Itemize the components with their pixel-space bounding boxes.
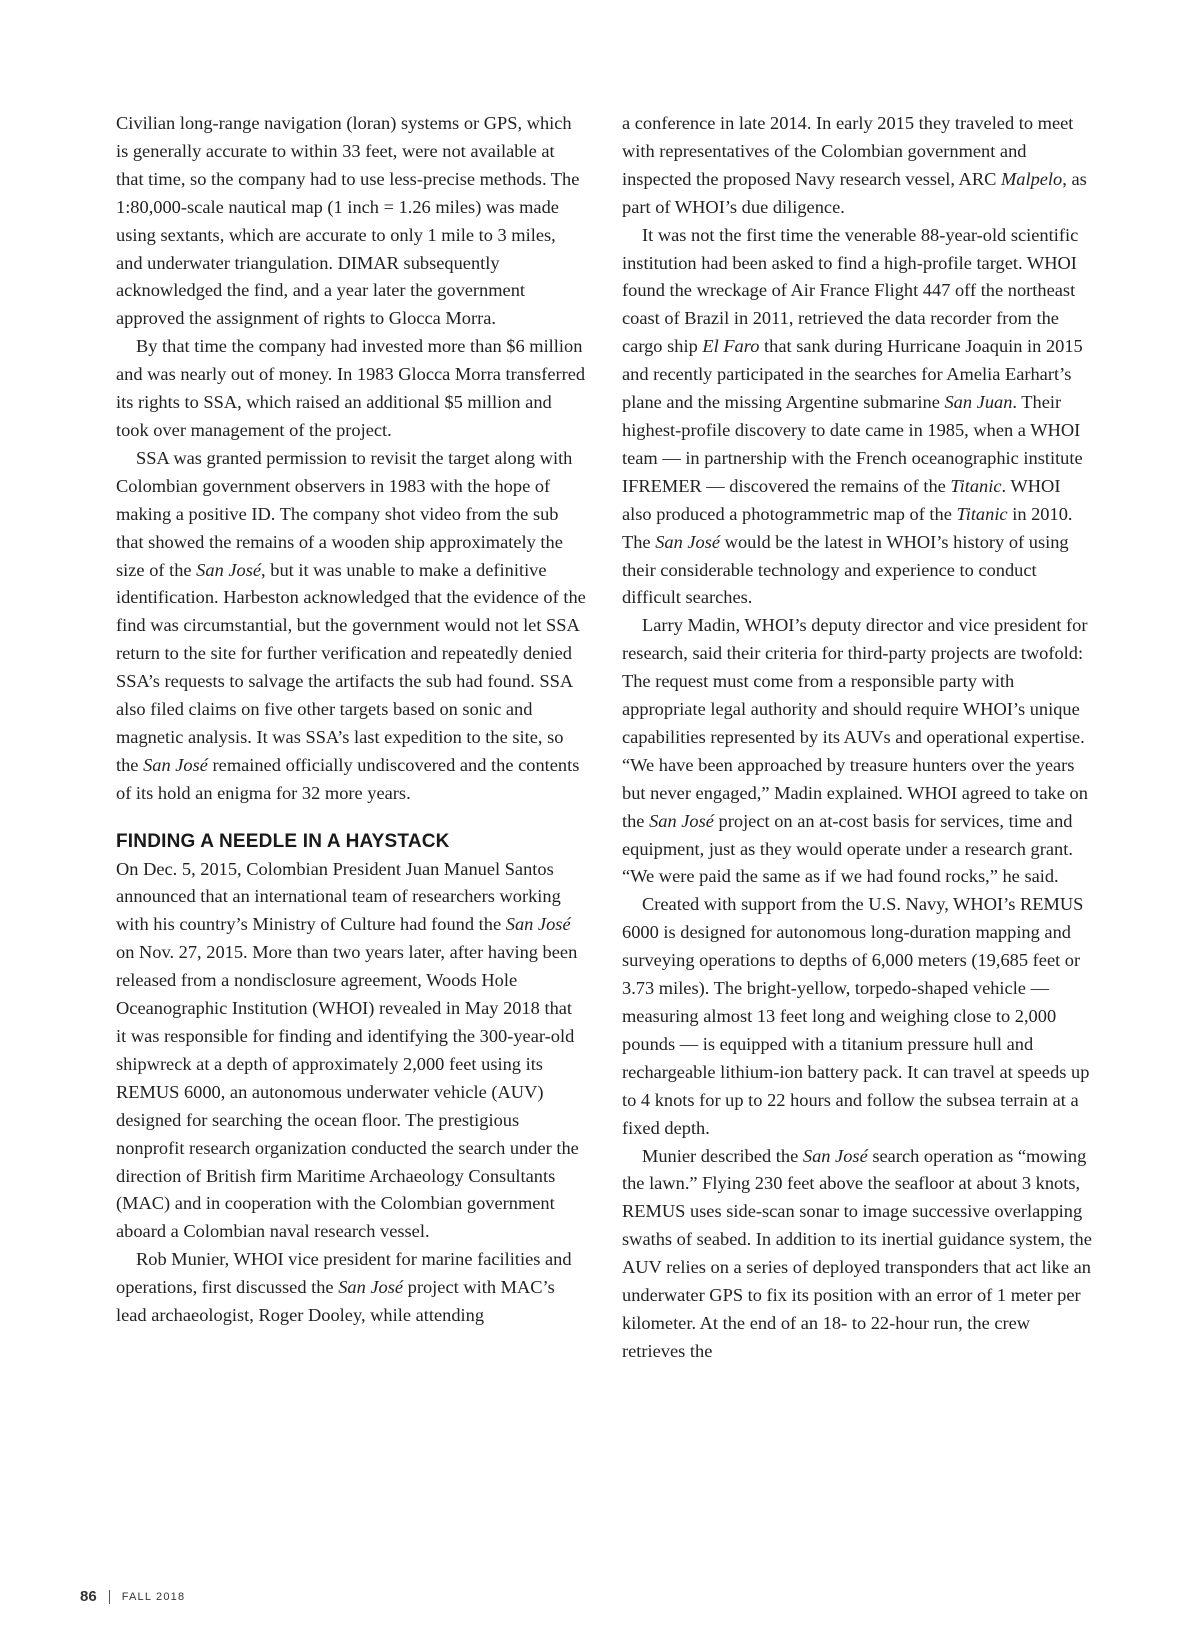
paragraph-text: search operation as “mowing the lawn.” Flying 230 feet above the seafloor at about 3 knots, REMUS uses side-scan sonar to image successive overlapping swaths of seabed. In addition to its inertial guidance system, the AUV relies on a series of deployed transponders that act like an underwater GPS to fix its position with an error of 1 meter per kilometer. At the end of an 18- to 22-hour run, the crew retrieves the — [622, 1145, 1092, 1361]
italic-ship-name: San José — [649, 810, 714, 831]
paragraph-text: , but it was unable to make a definitive identification. Harbeston acknowledged that the evidence of the find was circumstantial, but the government would not let SSA return to the site for further verification and repeatedly denied SSA’s requests to salvage the artifacts the sub had found. SSA also filed claims on five other targets based on sonic and magnetic analysis. It was SSA’s last expedition to the site, so the — [116, 559, 586, 775]
italic-ship-name: San José — [338, 1277, 404, 1298]
paragraph — [622, 110, 1092, 222]
paragraph-text: remained officially undiscovered and the contents of its hold an enigma for 32 more years. — [116, 754, 580, 803]
footer-divider — [109, 1590, 110, 1604]
paragraph — [116, 1246, 586, 1330]
paragraph — [622, 222, 1092, 613]
paragraph-text: Larry Madin, WHOI’s deputy director and vice president for research, said their criteria for third-party projects are twofold: The request must come from a responsible party with appropriate legal authority and should require WHOI’s unique capabilities represented by its AUVs and operational expertise. “We have been approached by treasure hunters over the years but never engaged,” Madin explained. WHOI agreed to take on the — [622, 615, 1088, 831]
paragraph-text: Civilian long-range navigation (loran) systems or GPS, which is generally accurate to within 33 feet, were not available at that time, so the company had to use less-precise methods. The 1:80,000-scale nautical map (1 inch = 1.26 miles) was made using sextants, which are accurate to only 1 mile to 3 miles, and underwater triangulation. DIMAR subsequently acknowledged the find, and a year later the government approved the assignment of rights to Glocca Morra. — [116, 113, 580, 329]
right-column — [622, 110, 1092, 1366]
issue-label: FALL 2018 — [121, 1590, 186, 1603]
paragraph — [116, 333, 586, 445]
paragraph-text: that sank during Hurricane Joaquin in 2015 and recently participated in the searches for Amelia Earhart’s plane and the missing Argentine submarine — [622, 336, 1083, 413]
paragraph — [116, 445, 586, 808]
italic-ship-name: San José — [196, 559, 262, 580]
section-heading: FINDING A NEEDLE IN A HAYSTACK — [116, 830, 450, 852]
italic-ship-name: El Faro — [702, 336, 760, 357]
paragraph — [116, 856, 586, 1247]
italic-ship-name: Titanic — [956, 503, 1008, 524]
paragraph-text: project on an at-cost basis for services, time and equipment, just as they would operate under a research grant. “We were paid the same as if we had found rocks,” he said. — [622, 810, 1073, 887]
page-number: 86 — [80, 1588, 97, 1605]
paragraph-text: SSA was granted permission to revisit the target along with Colombian government observers in 1983 with the hope of making a positive ID. The company shot video from the sub that showed the remains of a wooden ship approximately the size of the — [116, 447, 573, 580]
paragraph — [622, 612, 1092, 891]
paragraph-text: . WHOI also produced a photogrammetric map of the — [622, 475, 1061, 524]
paragraph-text: a conference in late 2014. In early 2015 they traveled to meet with representatives of the Colombian government and inspected the proposed Navy research vessel, ARC — [622, 113, 1074, 189]
paragraph-text: , as part of WHOI’s due diligence. — [622, 168, 1087, 217]
italic-ship-name: Titanic — [950, 475, 1002, 496]
paragraph-text: project with MAC’s lead archaeologist, Roger Dooley, while attending — [116, 1277, 555, 1326]
page-footer — [80, 1588, 185, 1605]
italic-ship-name: Malpelo — [1000, 168, 1063, 189]
italic-ship-name: San José — [802, 1145, 868, 1166]
paragraph-text: Created with support from the U.S. Navy, WHOI’s REMUS 6000 is designed for autonomous long-duration mapping and surveying operations to depths of 6,000 meters (19,685 feet or 3.73 miles). The bright-yellow, torpedo-shaped vehicle — measuring almost 13 feet long and weighing close to 2,000 pounds — is equipped with a titanium pressure hull and rechargeable lithium-ion battery pack. It can travel at speeds up to 4 knots for up to 22 hours and follow the subsea terrain at a fixed depth. — [622, 894, 1090, 1138]
italic-ship-name: San José — [655, 531, 721, 552]
italic-ship-name: San Juan — [944, 392, 1013, 413]
paragraph-text: . Their highest-profile discovery to date came in 1985, when a WHOI team — in partnership with the French oceanographic institute IFREMER — discovered the remains of the — [622, 392, 1083, 496]
left-column — [116, 110, 586, 1330]
paragraph-text: It was not the first time the venerable 88-year-old scientific institution had been asked to find a high-profile target. WHOI found the wreckage of Air France Flight 447 off the northeast coast of Brazil in 2011, retrieved the data recorder from the cargo ship — [622, 224, 1079, 357]
paragraph-text: On Dec. 5, 2015, Colombian President Juan Manuel Santos announced that an international team of researchers working with his country’s Ministry of Culture had found the — [116, 858, 561, 935]
paragraph-text: Rob Munier, WHOI vice president for marine facilities and operations, first discussed the — [116, 1249, 572, 1298]
paragraph-text: Munier described the — [642, 1145, 803, 1166]
paragraph-text: would be the latest in WHOI’s history of using their considerable technology and experience to conduct difficult searches. — [622, 531, 1069, 608]
paragraph-text: By that time the company had invested more than $6 million and was nearly out of money. In 1983 Glocca Morra transferred its rights to SSA, which raised an additional $5 million and took over management of the project. — [116, 336, 586, 440]
paragraph — [116, 110, 586, 333]
paragraph-text: in 2010. The — [622, 503, 1073, 552]
paragraph — [622, 1143, 1092, 1366]
paragraph — [622, 891, 1092, 1142]
italic-ship-name: San José — [143, 754, 208, 775]
paragraph-text: on Nov. 27, 2015. More than two years later, after having been released from a nondisclosure agreement, Woods Hole Oceanographic Institution (WHOI) revealed in May 2018 that it was responsible for finding and identifying the 300-year-old shipwreck at a depth of approximately 2,000 feet using its REMUS 6000, an autonomous underwater vehicle (AUV) designed for searching the ocean floor. The prestigious nonprofit research organization conducted the search under the direction of British firm Maritime Archaeology Consultants (MAC) and in cooperation with the Colombian government aboard a Colombian naval research vessel. — [116, 942, 579, 1242]
italic-ship-name: San José — [505, 914, 571, 935]
